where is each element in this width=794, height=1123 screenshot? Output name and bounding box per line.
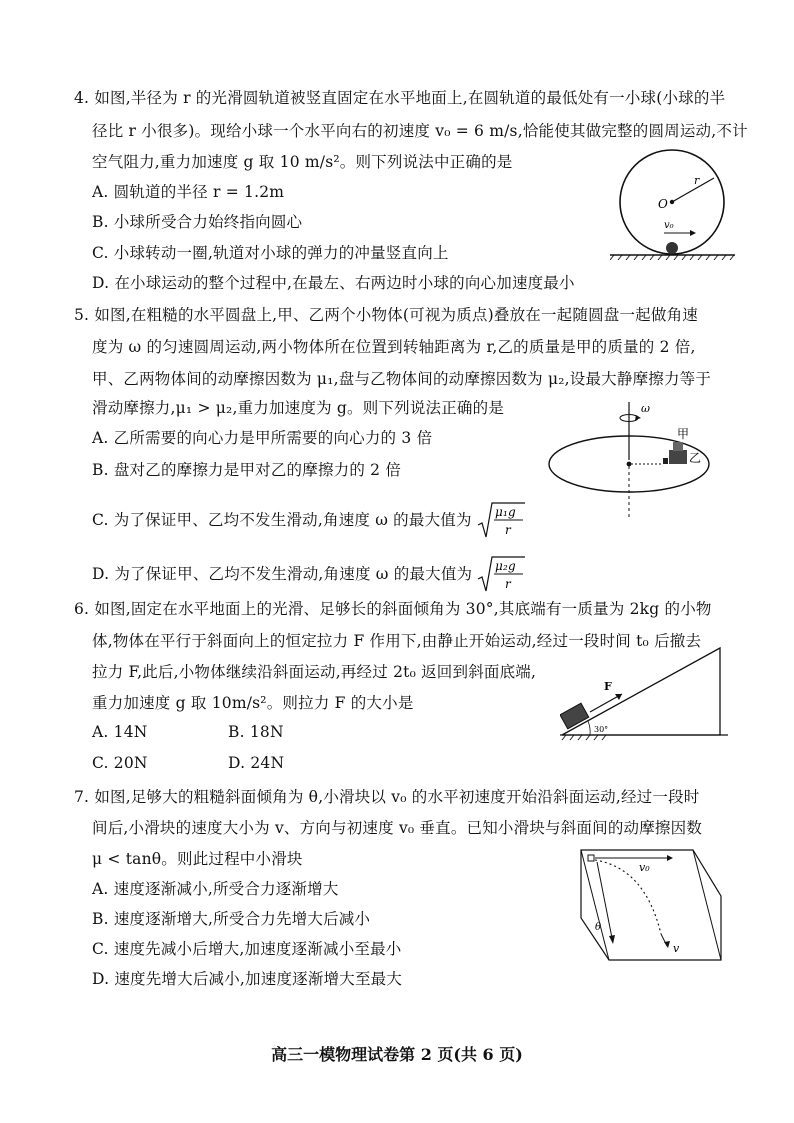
q5-d-numerator: μ₂g (495, 559, 517, 573)
q6-option-c: C. 20N (92, 754, 148, 772)
q5-label-jia: 甲 (677, 427, 690, 441)
q7-label-v: v (673, 942, 680, 955)
q5-option-a: A. 乙所需要的向心力是甲所需要的向心力的 3 倍 (92, 429, 433, 447)
q6-stem-line-1: 6. 如图,固定在水平地面上的光滑、足够长的斜面倾角为 30°,其底端有一质量为 2kg 的小物 (74, 600, 712, 618)
q7-option-a: A. 速度逐渐减小,所受合力逐渐增大 (92, 880, 339, 898)
q5-option-d-sqrt-formula (477, 555, 527, 595)
q6-stem-line-4: 重力加速度 g 取 10m/s²。则拉力 F 的大小是 (92, 694, 414, 712)
q7-stem-line-1: 7. 如图,足够大的粗糙斜面倾角为 θ,小滑块以 v₀ 的水平初速度开始沿斜面运动,经过一段时 (74, 788, 700, 806)
q5-stem-line-2: 度为 ω 的匀速圆周运动,两小物体所在位置到转轴距离为 r,乙的质量是甲的质量的 2 倍, (92, 338, 696, 356)
q5-option-c-sqrt-formula (477, 501, 527, 541)
q5-option-d (92, 555, 527, 595)
q4-stem-line-1: 4. 如图,半径为 r 的光滑圆轨道被竖直固定在水平地面上,在圆轨道的最低处有一小球(小球的半 (74, 89, 726, 107)
q5-stem-line-4: 滑动摩擦力,μ₁ > μ₂,重力加速度为 g。则下列说法正确的是 (92, 399, 505, 417)
q4-figure-circular-track (610, 148, 740, 260)
q6-label-angle: 30° (594, 725, 609, 734)
q5-option-b: B. 盘对乙的摩擦力是甲对乙的摩擦力的 2 倍 (92, 461, 402, 479)
q4-option-b: B. 小球所受合力始终指向圆心 (92, 213, 303, 231)
q5-option-c-text: C. 为了保证甲、乙均不发生滑动,角速度 ω 的最大值为 (92, 511, 472, 529)
q4-option-c: C. 小球转动一圈,轨道对小球的弹力的冲量竖直向上 (92, 244, 449, 262)
q5-label-omega: ω (641, 402, 650, 415)
q7-stem-line-3: μ < tanθ。则此过程中小滑块 (92, 850, 303, 868)
q6-label-f: F (604, 680, 612, 693)
q7-label-theta: θ (595, 922, 602, 933)
q5-c-denominator: r (504, 523, 511, 537)
q6-option-a: A. 14N (92, 723, 148, 741)
q5-stem-line-1: 5. 如图,在粗糙的水平圆盘上,甲、乙两个小物体(可视为质点)叠放在一起随圆盘一起做角速 (74, 306, 698, 324)
q5-option-c (92, 501, 527, 541)
q5-option-d-text: D. 为了保证甲、乙均不发生滑动,角速度 ω 的最大值为 (92, 565, 473, 583)
q4-label-r: r (694, 174, 700, 187)
q5-c-numerator: μ₁g (494, 505, 516, 519)
q4-stem-line-2: 径比 r 小很多)。现给小球一个水平向右的初速度 v₀ = 6 m/s,恰能使其做完整的圆周运动,不计 (92, 122, 748, 140)
q7-label-v0: v₀ (639, 861, 650, 874)
q4-option-a: A. 圆轨道的半径 r = 1.2m (92, 183, 285, 201)
q7-option-c: C. 速度先减小后增大,加速度逐渐减小至最小 (92, 940, 402, 958)
page-footer: 高三一模物理试卷第 2 页(共 6 页) (271, 1045, 523, 1064)
q6-stem-line-3: 拉力 F,此后,小物体继续沿斜面运动,再经过 2t₀ 返回到斜面底端, (92, 663, 537, 681)
q4-label-v0: v₀ (664, 220, 674, 231)
q4-stem-line-3: 空气阻力,重力加速度 g 取 10 m/s²。则下列说法中正确的是 (92, 153, 513, 171)
q5-figure-rotating-disk (545, 400, 725, 522)
q5-label-yi: 乙 (689, 451, 702, 465)
q4-label-o: O (658, 197, 668, 211)
q7-figure-inclined-plane (575, 838, 725, 978)
q6-option-d: D. 24N (228, 754, 285, 772)
q7-option-d: D. 速度先增大后减小,加速度逐渐增大至最大 (92, 970, 403, 988)
q7-stem-line-2: 间后,小滑块的速度大小为 v、方向与初速度 v₀ 垂直。已知小滑块与斜面间的动摩擦因数 (92, 819, 703, 837)
q5-d-denominator: r (505, 577, 512, 591)
q4-option-d: D. 在小球运动的整个过程中,在最左、右两边时小球的向心加速度最小 (92, 274, 575, 292)
q5-stem-line-3: 甲、乙两物体间的动摩擦因数为 μ₁,盘与乙物体间的动摩擦因数为 μ₂,设最大静摩擦力等于 (92, 370, 712, 388)
q6-option-b: B. 18N (228, 723, 284, 741)
q7-option-b: B. 速度逐渐增大,所受合力先增大后减小 (92, 910, 371, 928)
q6-figure-incline (560, 640, 730, 742)
q6-stem-line-2: 体,物体在平行于斜面向上的恒定拉力 F 作用下,由静止开始运动,经过一段时间 t₀ 后撤去 (92, 632, 702, 650)
